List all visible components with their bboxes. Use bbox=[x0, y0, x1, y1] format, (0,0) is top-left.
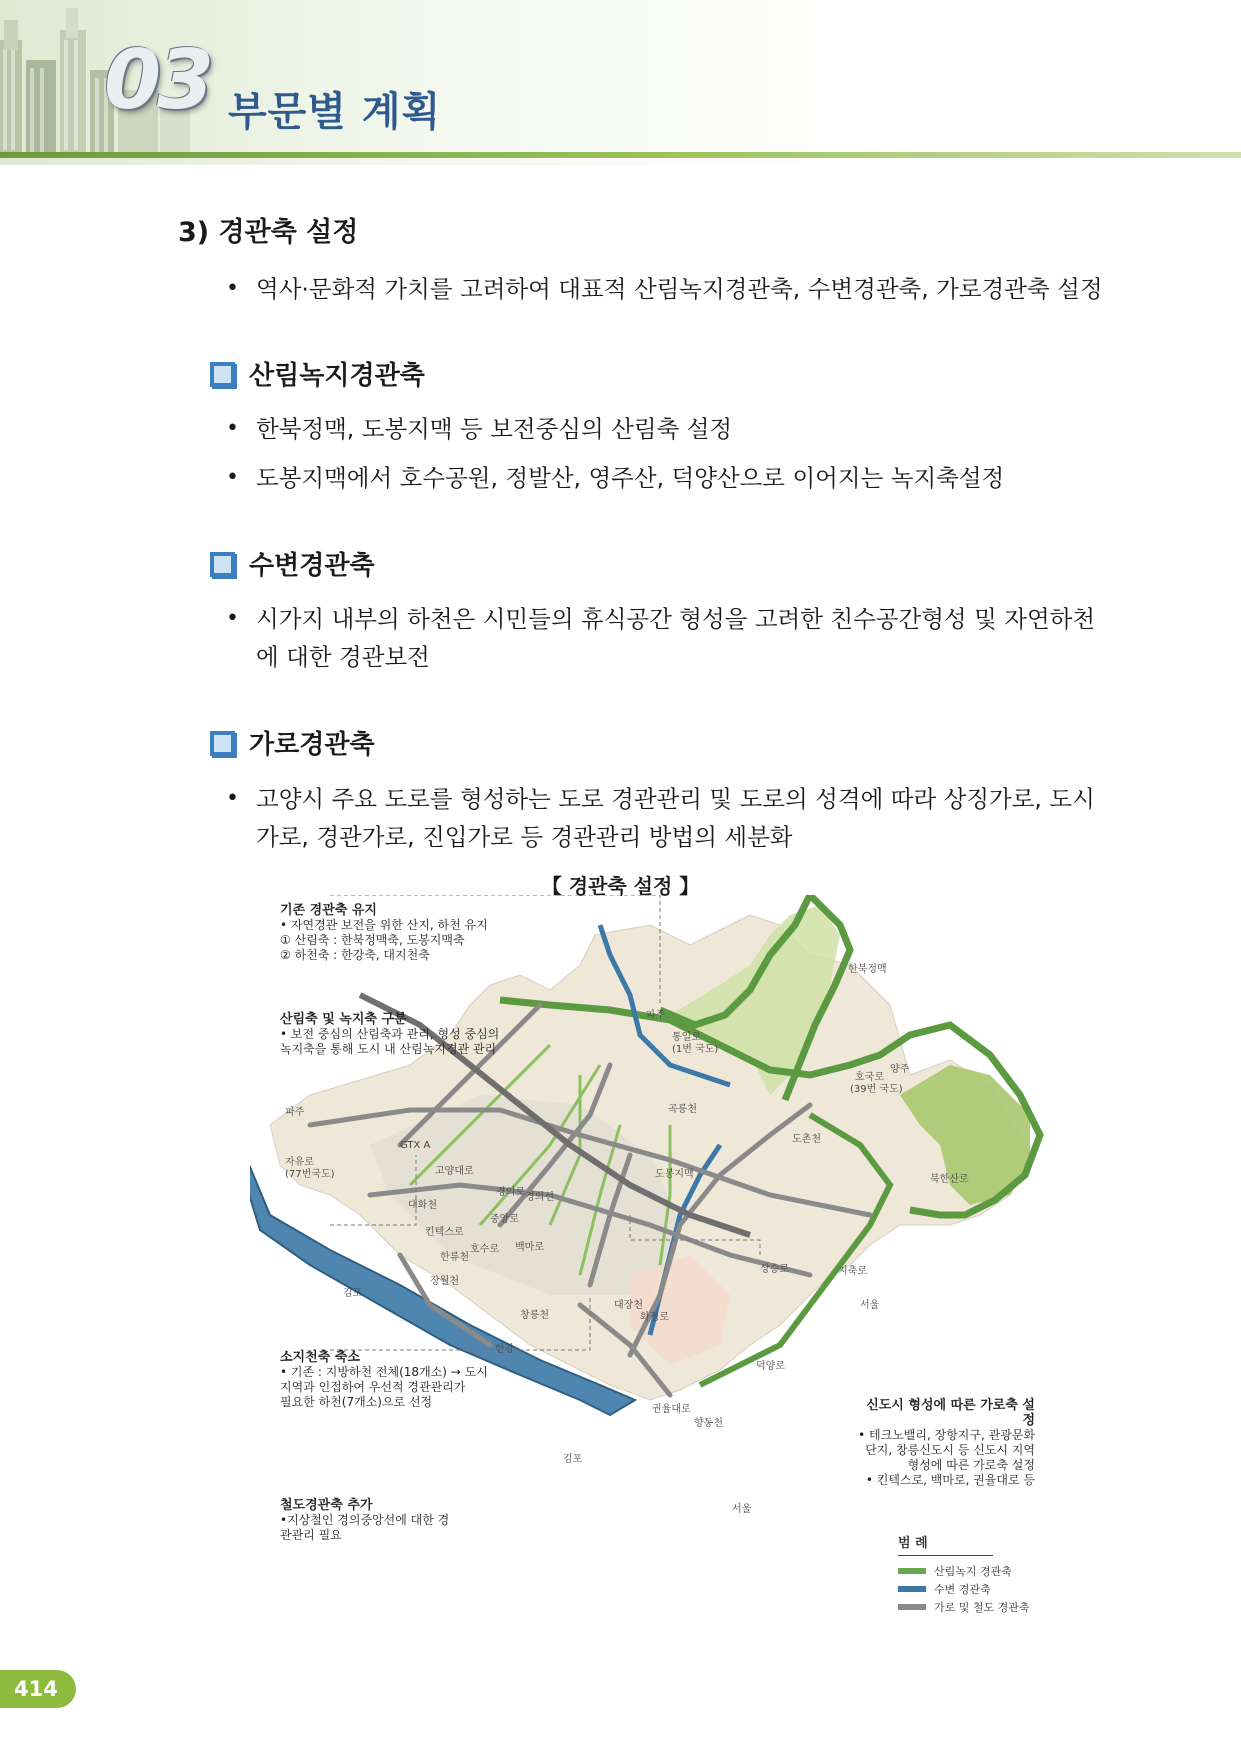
legend-item bbox=[898, 1598, 1030, 1616]
legend-label: 가로 및 철도 경관축 bbox=[934, 1601, 1030, 1614]
annotation-line: 단지, 창릉신도시 등 신도시 지역 bbox=[865, 1443, 1035, 1457]
map-label: 킨텍스로 bbox=[425, 1227, 464, 1238]
bullet-text: 도봉지맥에서 호수공원, 정발산, 영주산, 덕양산으로 이어지는 녹지축설정 bbox=[256, 464, 1005, 492]
annotation-title: 신도시 형성에 따른 가로축 설정 bbox=[866, 1398, 1035, 1428]
map-label: 한류천 bbox=[440, 1252, 469, 1263]
map-label: 도촌천 bbox=[792, 1134, 821, 1145]
intro-bullet bbox=[226, 270, 1106, 308]
map-label: 서울 bbox=[860, 1300, 880, 1311]
annotation-existing-axis bbox=[280, 903, 510, 963]
bullet-dot: • bbox=[226, 606, 239, 631]
annotation-newtown-axis bbox=[855, 1398, 1035, 1488]
annotation-title: 철도경관축 추가 bbox=[280, 1498, 373, 1513]
map-label: 화정로 bbox=[640, 1312, 669, 1323]
annotation-title: 소지천축 축소 bbox=[280, 1350, 360, 1365]
map-label: GTX A bbox=[400, 1140, 431, 1151]
map-label: 대장천 bbox=[614, 1300, 643, 1311]
bullet-dot: • bbox=[226, 416, 239, 441]
annotation-line: ① 산림축 : 한북정맥축, 도봉지맥축 bbox=[280, 933, 465, 947]
annotation-title: 기존 경관축 유지 bbox=[280, 903, 377, 918]
map-label: 중앙로 bbox=[490, 1214, 519, 1225]
section-title: 3) 경관축 설정 bbox=[178, 217, 359, 248]
page-number: 414 bbox=[0, 1670, 76, 1708]
chapter-title: 부문별 계획 bbox=[228, 89, 442, 135]
bullet-text: 고양시 주요 도로를 형성하는 도로 경관관리 및 도로의 성격에 따라 상징가로, 도시가로, 경관가로, 진입가로 등 경관관리 방법의 세분화 bbox=[256, 785, 1095, 851]
map-label: 창릉천 bbox=[520, 1310, 549, 1321]
annotation-line: •지상철인 경의중앙선에 대한 경 bbox=[280, 1513, 450, 1527]
map-label: 한강 bbox=[495, 1344, 515, 1355]
map-label: 대화천 bbox=[408, 1200, 437, 1211]
map-label: 호수로 bbox=[470, 1244, 499, 1255]
map-label: (77번국도) bbox=[285, 1169, 335, 1180]
page-header bbox=[0, 0, 1241, 165]
map-label: 양주 bbox=[890, 1064, 910, 1075]
annotation-line: • 킨텍스로, 백마로, 권율대로 등 bbox=[865, 1473, 1035, 1487]
subsection-heading-street bbox=[210, 724, 375, 761]
square-bullet-icon bbox=[210, 731, 235, 756]
forest-bullet-1 bbox=[226, 410, 1106, 448]
bullet-text: 시가지 내부의 하천은 시민들의 휴식공간 형성을 고려한 친수공간형성 및 자연하천에 대한 경관보전 bbox=[256, 605, 1096, 671]
map-label: 호국로 bbox=[855, 1072, 884, 1083]
map-label: 김포 bbox=[343, 1288, 363, 1299]
bullet-dot: • bbox=[226, 465, 239, 490]
map-label: (1번 국도) bbox=[672, 1044, 719, 1055]
annotation-line: 지역과 인접하여 우선적 경관관리가 bbox=[280, 1380, 466, 1394]
map-label: 파주 bbox=[646, 1010, 666, 1021]
map-label: 덕양로 bbox=[756, 1361, 785, 1372]
subsection-heading-text: 가로경관축 bbox=[249, 730, 375, 760]
waterfront-bullet-1 bbox=[226, 600, 1106, 676]
subsection-heading-text: 수변경관축 bbox=[249, 551, 375, 581]
chapter-number: 03 bbox=[104, 33, 211, 128]
map-label: 한북정맥 bbox=[848, 964, 887, 975]
annotation-railway-axis bbox=[280, 1498, 480, 1543]
annotation-line: • 자연경관 보전을 위한 산지, 하천 유지 bbox=[280, 918, 488, 932]
annotation-forest-axis bbox=[280, 1012, 520, 1057]
annotation-line: 관관리 필요 bbox=[280, 1528, 342, 1542]
legend-swatch bbox=[898, 1586, 926, 1592]
map-label: 북한산로 bbox=[930, 1174, 969, 1185]
map-label: 장월천 bbox=[430, 1276, 459, 1287]
legend-swatch bbox=[898, 1568, 926, 1574]
map-label: 향동천 bbox=[694, 1418, 723, 1429]
map-label: 고양대로 bbox=[435, 1166, 474, 1177]
forest-bullet-2 bbox=[226, 459, 1106, 497]
map-label: 권율대로 bbox=[652, 1404, 691, 1415]
annotation-line: ② 하천축 : 한강축, 대지천축 bbox=[280, 948, 430, 962]
legend-item bbox=[898, 1580, 1030, 1598]
map-label: 파주 bbox=[285, 1107, 305, 1118]
map-label: 자유로 bbox=[285, 1157, 314, 1168]
annotation-stream-axis bbox=[280, 1350, 500, 1410]
subsection-heading-waterfront bbox=[210, 545, 375, 582]
map-label: 서울 bbox=[732, 1504, 752, 1515]
square-bullet-icon bbox=[210, 362, 235, 387]
map-label: (39번 국도) bbox=[850, 1084, 903, 1095]
map-label: 곡릉천 bbox=[668, 1104, 697, 1115]
annotation-line: • 테크노밸리, 장항지구, 관광문화 bbox=[858, 1428, 1035, 1442]
map-label: 김포 bbox=[563, 1454, 583, 1465]
map-label: 도봉지맥 bbox=[655, 1169, 694, 1180]
annotation-line: 형성에 따른 가로축 설정 bbox=[907, 1458, 1035, 1472]
square-bullet-icon bbox=[210, 552, 235, 577]
legend-item bbox=[898, 1562, 1030, 1580]
figure-title: 【 경관축 설정 】 bbox=[541, 874, 700, 898]
legend-label: 수변 경관축 bbox=[934, 1583, 991, 1596]
annotation-line: 녹지축을 통해 도시 내 산림녹지경관 관리 bbox=[280, 1042, 497, 1056]
legend-swatch bbox=[898, 1604, 926, 1610]
annotation-line: 필요한 하천(7개소)으로 선정 bbox=[280, 1395, 433, 1409]
legend-label: 산림녹지 경관축 bbox=[934, 1565, 1012, 1578]
map-label: 상승로 bbox=[760, 1264, 789, 1275]
subsection-heading-forest bbox=[210, 355, 425, 392]
map-label: 지축로 bbox=[838, 1266, 867, 1277]
bullet-text: 한북정맥, 도봉지맥 등 보전중심의 산림축 설정 bbox=[256, 415, 733, 443]
header-divider bbox=[0, 152, 1241, 158]
legend-title: 범 례 bbox=[898, 1532, 993, 1556]
map-label: 백마로 bbox=[515, 1242, 544, 1253]
map-legend bbox=[898, 1532, 1030, 1616]
subsection-heading-text: 산림녹지경관축 bbox=[249, 361, 425, 391]
map-label: 통일로 bbox=[672, 1032, 701, 1043]
bullet-text: 역사·문화적 가치를 고려하여 대표적 산림녹지경관축, 수변경관축, 가로경관축 설정 bbox=[256, 275, 1103, 303]
annotation-line: • 기존 : 지방하천 전체(18개소) → 도시 bbox=[280, 1365, 488, 1379]
annotation-title: 산림축 및 녹지축 구분 bbox=[280, 1012, 407, 1027]
annotation-line: • 보전 중심의 산림축과 관리, 형성 중심의 bbox=[280, 1027, 500, 1041]
bullet-dot: • bbox=[226, 786, 239, 811]
map-label: 경의로 bbox=[496, 1187, 525, 1198]
bullet-dot: • bbox=[226, 276, 239, 301]
street-bullet-1 bbox=[226, 780, 1106, 856]
map-label: 경의선 bbox=[525, 1192, 554, 1203]
